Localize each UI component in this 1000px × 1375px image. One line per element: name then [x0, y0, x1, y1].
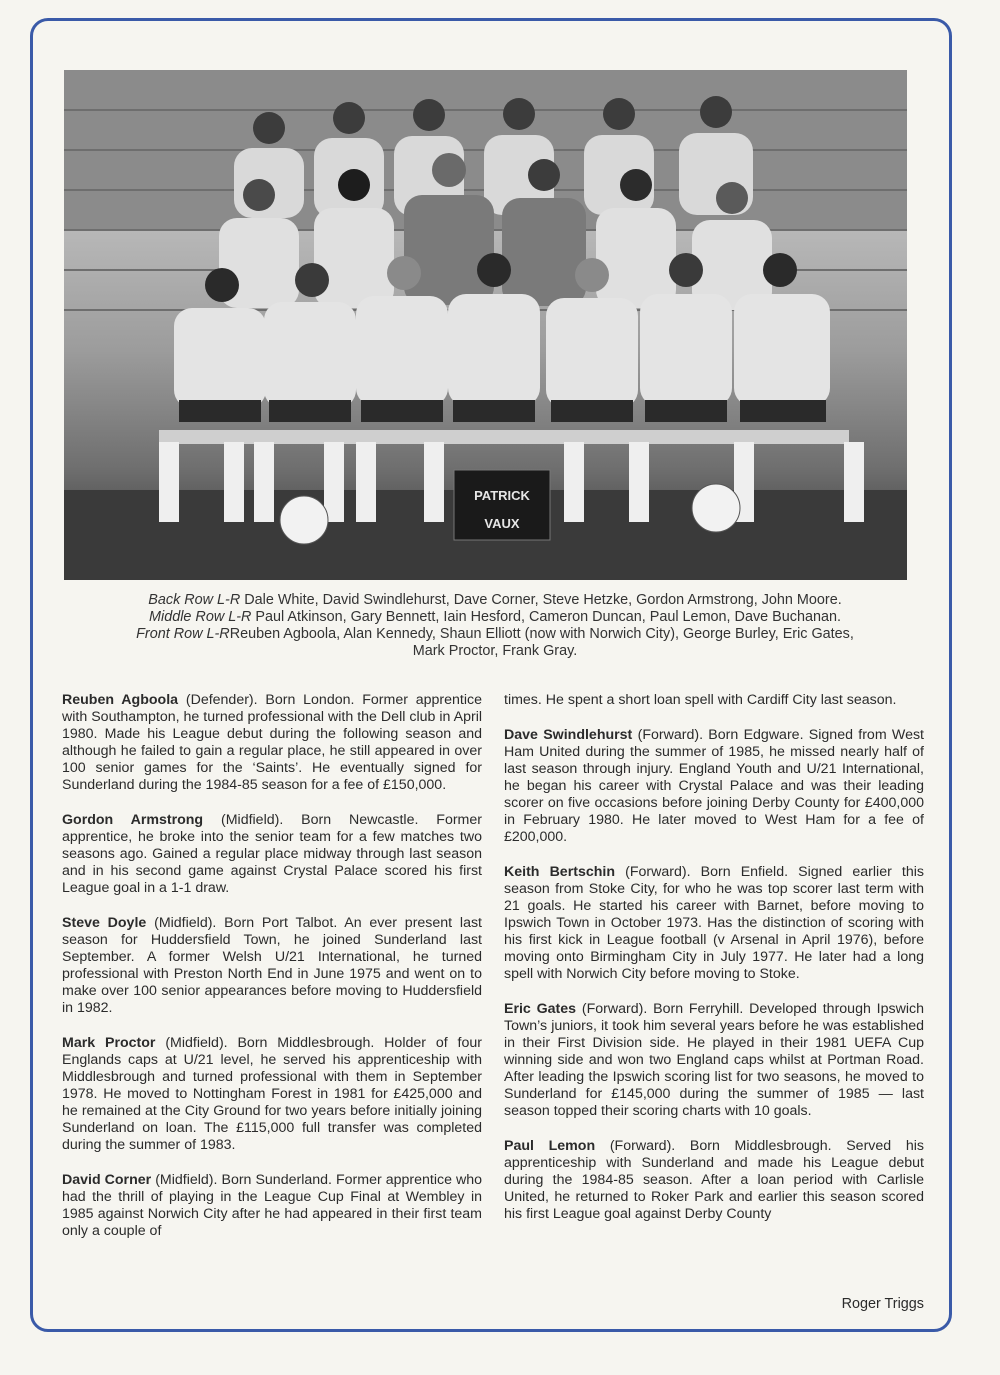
- bio-text: times. He spent a short loan spell with Cardiff City last season.: [504, 692, 897, 708]
- player-name: Keith Bertschin: [504, 864, 616, 880]
- bio-paragraph: [62, 1172, 482, 1240]
- kit-bag-sponsor: VAUX: [484, 516, 520, 531]
- player-name: Reuben Agboola: [62, 692, 179, 708]
- caption-middle-row: [64, 609, 926, 626]
- caption-back-row: [64, 592, 926, 609]
- right-column: [504, 692, 924, 1241]
- bio-text: (Forward). Born Edgware. Signed from West Ham United during the summer of 1985, he missed nearly half of last season through injury. England Youth and U/21 International, he began his career with Crystal Palace and was their leading scorer on five occasions before joining Derby County for £400,000 in February 1980. He later moved to West Ham for a fee of £200,000.: [504, 727, 924, 845]
- bio-text: (Forward). Born Ferryhill. Developed through Ipswich Town’s juniors, it took him several years before he was established in their First Division side. He played in their 1981 UEFA Cup winning side and won two England caps whilst at Portman Road. After leading the Ipswich scoring list for two seasons, he moved to Sunderland for £145,000 during the summer of 1985 — last season topped their scoring charts with 10 goals.: [504, 1001, 924, 1119]
- bio-text: (Midfield). Born Port Talbot. An ever present last season for Huddersfield Town, he joined Sunderland last September. A former Welsh U/21 International, he turned professional with Preston North End in June 1975 and went on to make over 100 senior appearances before moving to Huddersfield in 1982.: [62, 915, 482, 1016]
- front-row-label: Front Row L-R: [136, 626, 230, 642]
- bio-paragraph: [504, 727, 924, 846]
- bio-paragraph: [504, 1001, 924, 1120]
- bio-text: (Midfield). Born Middlesbrough. Holder of four Englands caps at U/21 level, he served his apprenticeship with Middlesbrough and turned professional with them in September 1978. He moved to Nottingham Forest in 1981 for £425,000 and he remained at the City Ground for two years before initially joining Sunderland on loan. The £115,000 full transfer was completed during the summer of 1983.: [62, 1035, 482, 1153]
- front-row-names: Reuben Agboola, Alan Kennedy, Shaun Elliott (now with Norwich City), George Burley, Eric Gates,: [229, 626, 854, 642]
- bio-paragraph: [62, 1035, 482, 1154]
- player-name: Mark Proctor: [62, 1035, 156, 1051]
- player-name: David Corner: [62, 1172, 152, 1188]
- back-row-names: Dale White, David Swindlehurst, Dave Corner, Steve Hetzke, Gordon Armstrong, John Moore.: [244, 592, 842, 608]
- bio-paragraph: [62, 915, 482, 1017]
- middle-row-names: Paul Atkinson, Gary Bennett, Iain Hesford, Cameron Duncan, Paul Lemon, Dave Buchanan.: [255, 609, 841, 625]
- kit-bag-brand: PATRICK: [474, 488, 530, 503]
- team-photo: [64, 70, 907, 580]
- bio-text: (Forward). Born Enfield. Signed earlier this season from Stoke City, for who he was top scorer last term with 21 goals. He started his career with Barnet, before moving to Ipswich Town in October 1973. Has the distinction of scoring with his first kick in League football (v Arsenal in April 1976), before moving onto Birmingham City in July 1977. He later had a long spell with Norwich City before moving to Stoke.: [504, 864, 924, 982]
- bio-paragraph-continued: [504, 692, 924, 709]
- author-signature: Roger Triggs: [841, 1296, 924, 1312]
- player-name: Steve Doyle: [62, 915, 147, 931]
- back-row-label: Back Row L-R: [148, 592, 241, 608]
- front-row-names-continued: Mark Proctor, Frank Gray.: [412, 643, 578, 659]
- player-name: Dave Swindlehurst: [504, 727, 633, 743]
- bio-paragraph: [62, 812, 482, 897]
- middle-row-label: Middle Row L-R: [149, 609, 252, 625]
- left-column: [62, 692, 482, 1258]
- bio-text: (Midfield). Born Sunderland. Former apprentice who had the thrill of playing in the League Cup Final at Wembley in 1985 against Norwich City after he had appeared in their first team only a couple of: [62, 1172, 482, 1239]
- caption-front-row: [64, 626, 926, 643]
- bio-text: (Defender). Born London. Former apprentice with Southampton, he turned professional with the Dell club in April 1980. Made his League debut during the following season and although he failed to gain a regular place, he still appeared in over 100 senior games for the ‘Saints’. He eventually signed for Sunderland during the 1984-85 season for a fee of £150,000.: [62, 692, 482, 793]
- player-name: Eric Gates: [504, 1001, 577, 1017]
- bio-paragraph: [504, 864, 924, 983]
- bio-paragraph: [62, 692, 482, 794]
- bio-text: (Midfield). Born Newcastle. Former apprentice, he broke into the senior team for a few matches two seasons ago. Gained a regular place midway through last season and in his second game against Crystal Palace scored his first League goal in a 1-1 draw.: [62, 812, 482, 896]
- photo-caption: [64, 592, 926, 660]
- player-name: Gordon Armstrong: [62, 812, 204, 828]
- bio-text: (Forward). Born Middlesbrough. Served his apprenticeship with Sunderland and made his League debut during the 1984-85 season. After a loan period with Carlisle United, he returned to Roker Park and earlier this season scored his first League goal against Derby County: [504, 1138, 924, 1222]
- player-name: Paul Lemon: [504, 1138, 596, 1154]
- bio-paragraph: [504, 1138, 924, 1223]
